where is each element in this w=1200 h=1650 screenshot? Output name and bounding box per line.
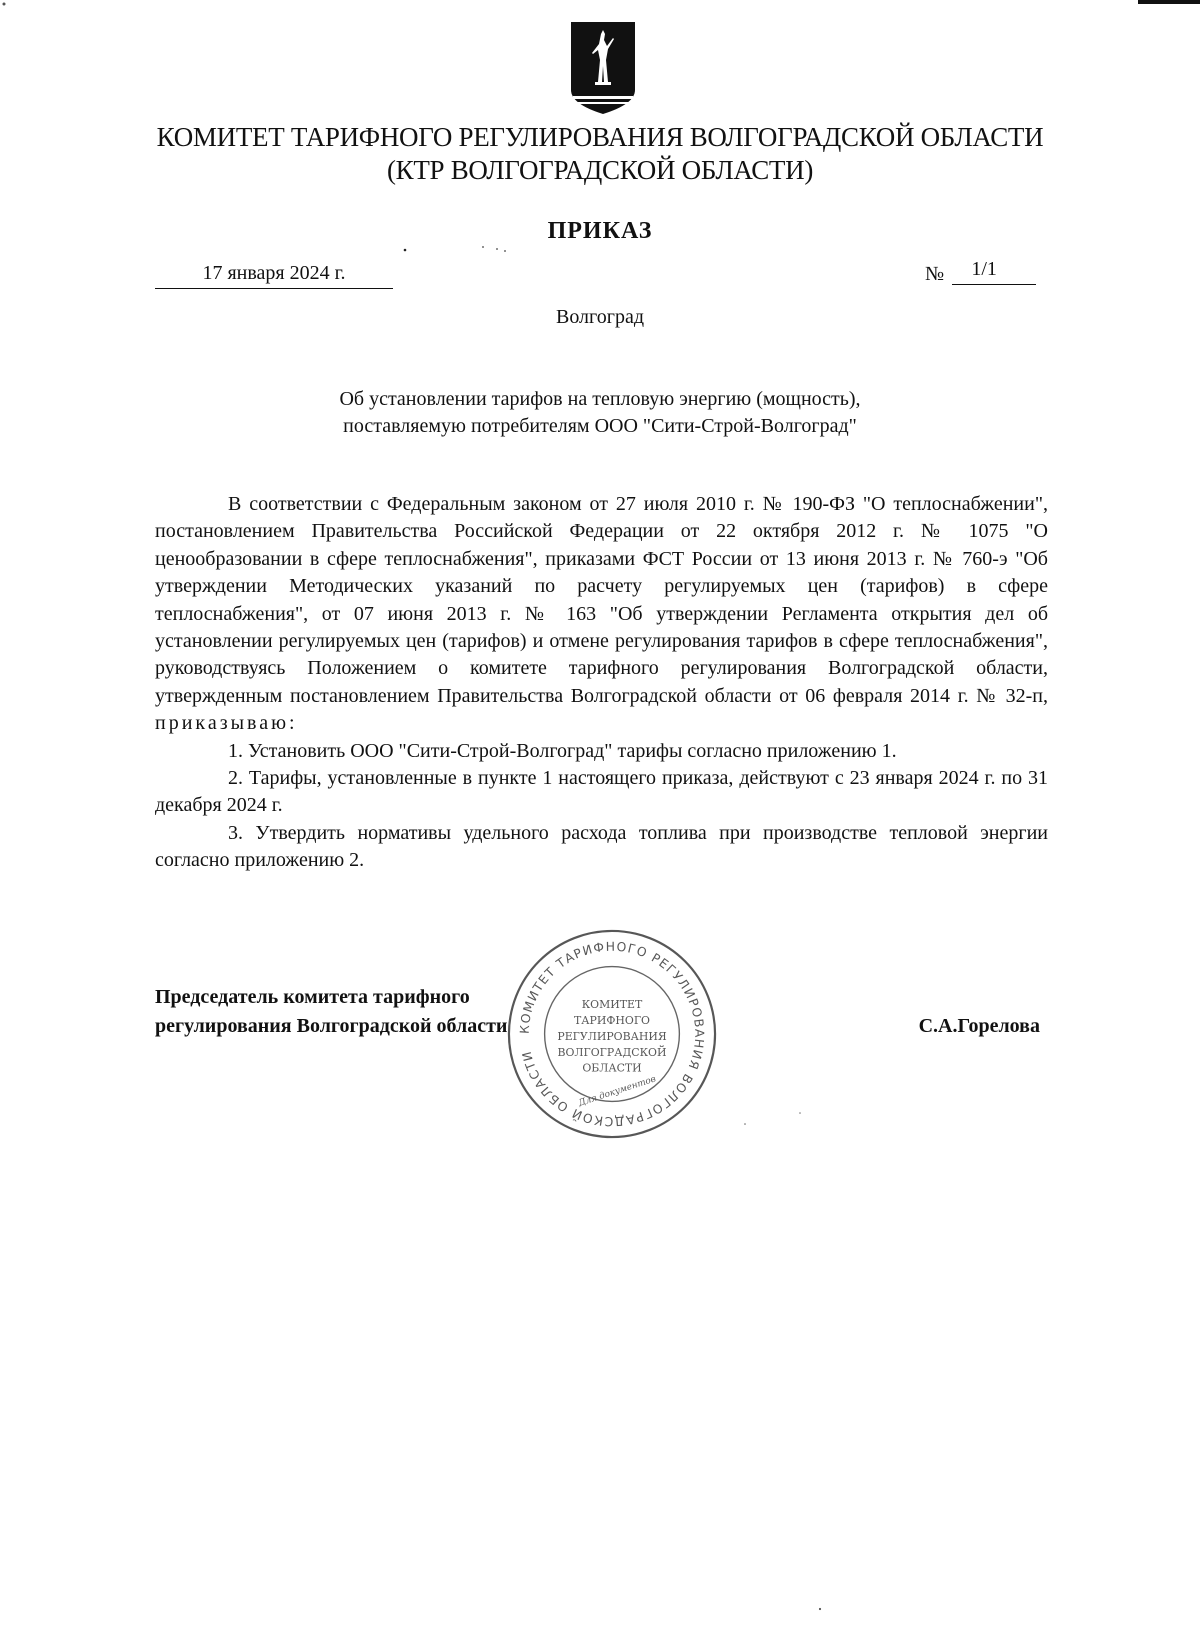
stamp-bottom-text: Для документов xyxy=(577,1074,658,1109)
order-number-block xyxy=(925,258,1036,289)
stamp-center-line1: КОМИТЕТ xyxy=(581,998,643,1012)
preamble-paragraph xyxy=(155,491,1048,738)
preamble-text: В соответствии с Федеральным законом от 27 июля 2010 г. № 190-ФЗ "О теплоснабжении", постановлением Правительства Российской Федерации от 22 октября 2012 г. № 1075 "О ценообразовании в сфере теплоснабжения", приказами ФСТ России от 13 июня 2013 г. № 760-э "Об утверждении Методических указаний по расчету регулируемых цен (тарифов) в сфере теплоснабжения", от 07 июня 2013 г. № 163 "Об утверждении Регламента открытия дел об установлении регулируемых цен (тарифов) и отмене регулирования тарифов в сфере теплоснабжения", руководствуясь Положением о комитете тарифного регулирования Волгоградской области, утвержденным постановлением Правительства Волгоградской области от 06 февраля 2014 г. № 32-п, xyxy=(155,493,1048,707)
signer-title-line2: регулирования Волгоградской области xyxy=(155,1015,508,1037)
scan-corner-mark xyxy=(1138,0,1200,4)
org-title-line1: КОМИТЕТ ТАРИФНОГО РЕГУЛИРОВАНИЯ ВОЛГОГРАДСКОЙ ОБЛАСТИ xyxy=(156,122,1044,152)
signer-title-line1: Председатель комитета тарифного xyxy=(155,986,470,1008)
decree-word: приказываю: xyxy=(155,712,298,735)
stamp-center-line3: РЕГУЛИРОВАНИЯ xyxy=(557,1029,667,1043)
document-kind: ПРИКАЗ xyxy=(547,218,653,244)
stamp-center-line2: ТАРИФНОГО xyxy=(574,1014,650,1028)
order-item-1: 1. Установить ООО "Сити-Строй-Волгоград" тарифы согласно приложению 1. xyxy=(228,739,897,762)
stamp-center-line4: ВОЛГОГРАДСКОЙ xyxy=(557,1045,667,1059)
order-date: 17 января 2024 г. xyxy=(155,258,393,289)
number-sign: № xyxy=(925,263,945,285)
stamp-center-line5: ОБЛАСТИ xyxy=(582,1061,642,1075)
signer-name: С.А.Горелова xyxy=(918,1015,1040,1037)
order-number: 1/1 xyxy=(952,254,1036,285)
subject-line1: Об установлении тарифов на тепловую энергию (мощность), xyxy=(339,388,861,410)
stamp-outer-text: КОМИТЕТ ТАРИФНОГО РЕГУЛИРОВАНИЯ ВОЛГОГРАДСКОЙ ОБЛАСТИ xyxy=(517,939,707,1129)
official-stamp xyxy=(503,925,721,1143)
order-item-2: 2. Тарифы, установленные в пункте 1 настоящего приказа, действуют с 23 января 2024 г. по 31 декабря 2024 г. xyxy=(155,767,1048,817)
order-item-3: 3. Утвердить нормативы удельного расхода топлива при производстве тепловой энергии согласно приложению 2. xyxy=(155,821,1048,872)
order-body xyxy=(155,491,1048,875)
subject-line2: поставляемую потребителям ООО "Сити-Строй-Волгоград" xyxy=(343,415,857,437)
org-title-line2: (КТР ВОЛГОГРАДСКОЙ ОБЛАСТИ) xyxy=(386,155,814,185)
order-city: Волгоград xyxy=(555,306,645,328)
volgograd-coat-of-arms-icon xyxy=(567,20,639,116)
signer-title xyxy=(155,983,507,1041)
